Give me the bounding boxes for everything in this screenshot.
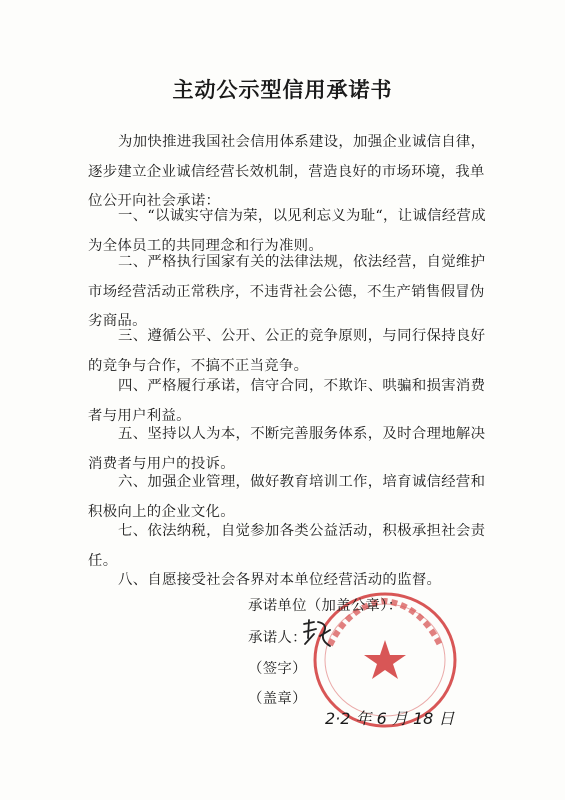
paragraph-item-2: 二、严格执行国家有关的法律法规，依法经营，自觉维护市场经营活动正常秩序，不违背社会公德，不生产销售假冒伪劣商品。 <box>88 254 486 329</box>
commitment-date: 2·2 年 6 月 18 日 <box>325 709 455 728</box>
committing-unit-label: 承诺单位（加盖公章）： <box>248 598 403 614</box>
paragraph-intro: 为加快推进我国社会信用体系建设，加强企业诚信自律，逐步建立企业诚信经营长效机制，营造良好的市场环境，我单位公开向社会承诺： <box>88 134 486 209</box>
document-title: 主动公示型信用承诺书 <box>172 78 393 102</box>
paragraph-item-4: 四、严格履行承诺，信守合同，不欺诈、哄骗和损害消费者与用户利益。 <box>88 378 486 424</box>
signature-note: （签字） <box>248 661 307 677</box>
paragraph-item-1: 一、“以诚实守信为荣，以见利忘义为耻“，让诚信经营成为全体员工的共同理念和行为准则。 <box>88 208 486 254</box>
paragraph-item-7: 七、依法纳税，自觉参加各类公益活动，积极承担社会责任。 <box>88 523 486 569</box>
committer-label: 承诺人： <box>248 630 307 646</box>
paragraph-item-3: 三、遵循公平、公开、公正的竞争原则，与同行保持良好的竞争与合作，不搞不正当竞争。 <box>88 328 486 374</box>
seal-note: （盖章） <box>248 691 307 707</box>
handwritten-signature <box>300 616 334 650</box>
paragraph-item-6: 六、加强企业管理，做好教育培训工作，培育诚信经营和积极向上的企业文化。 <box>88 474 486 520</box>
paragraph-item-8: 八、自愿接受社会各界对本单位经营活动的监督。 <box>118 572 442 588</box>
paragraph-item-5: 五、坚持以人为本，不断完善服务体系，及时合理地解决消费者与用户的投诉。 <box>88 426 486 472</box>
